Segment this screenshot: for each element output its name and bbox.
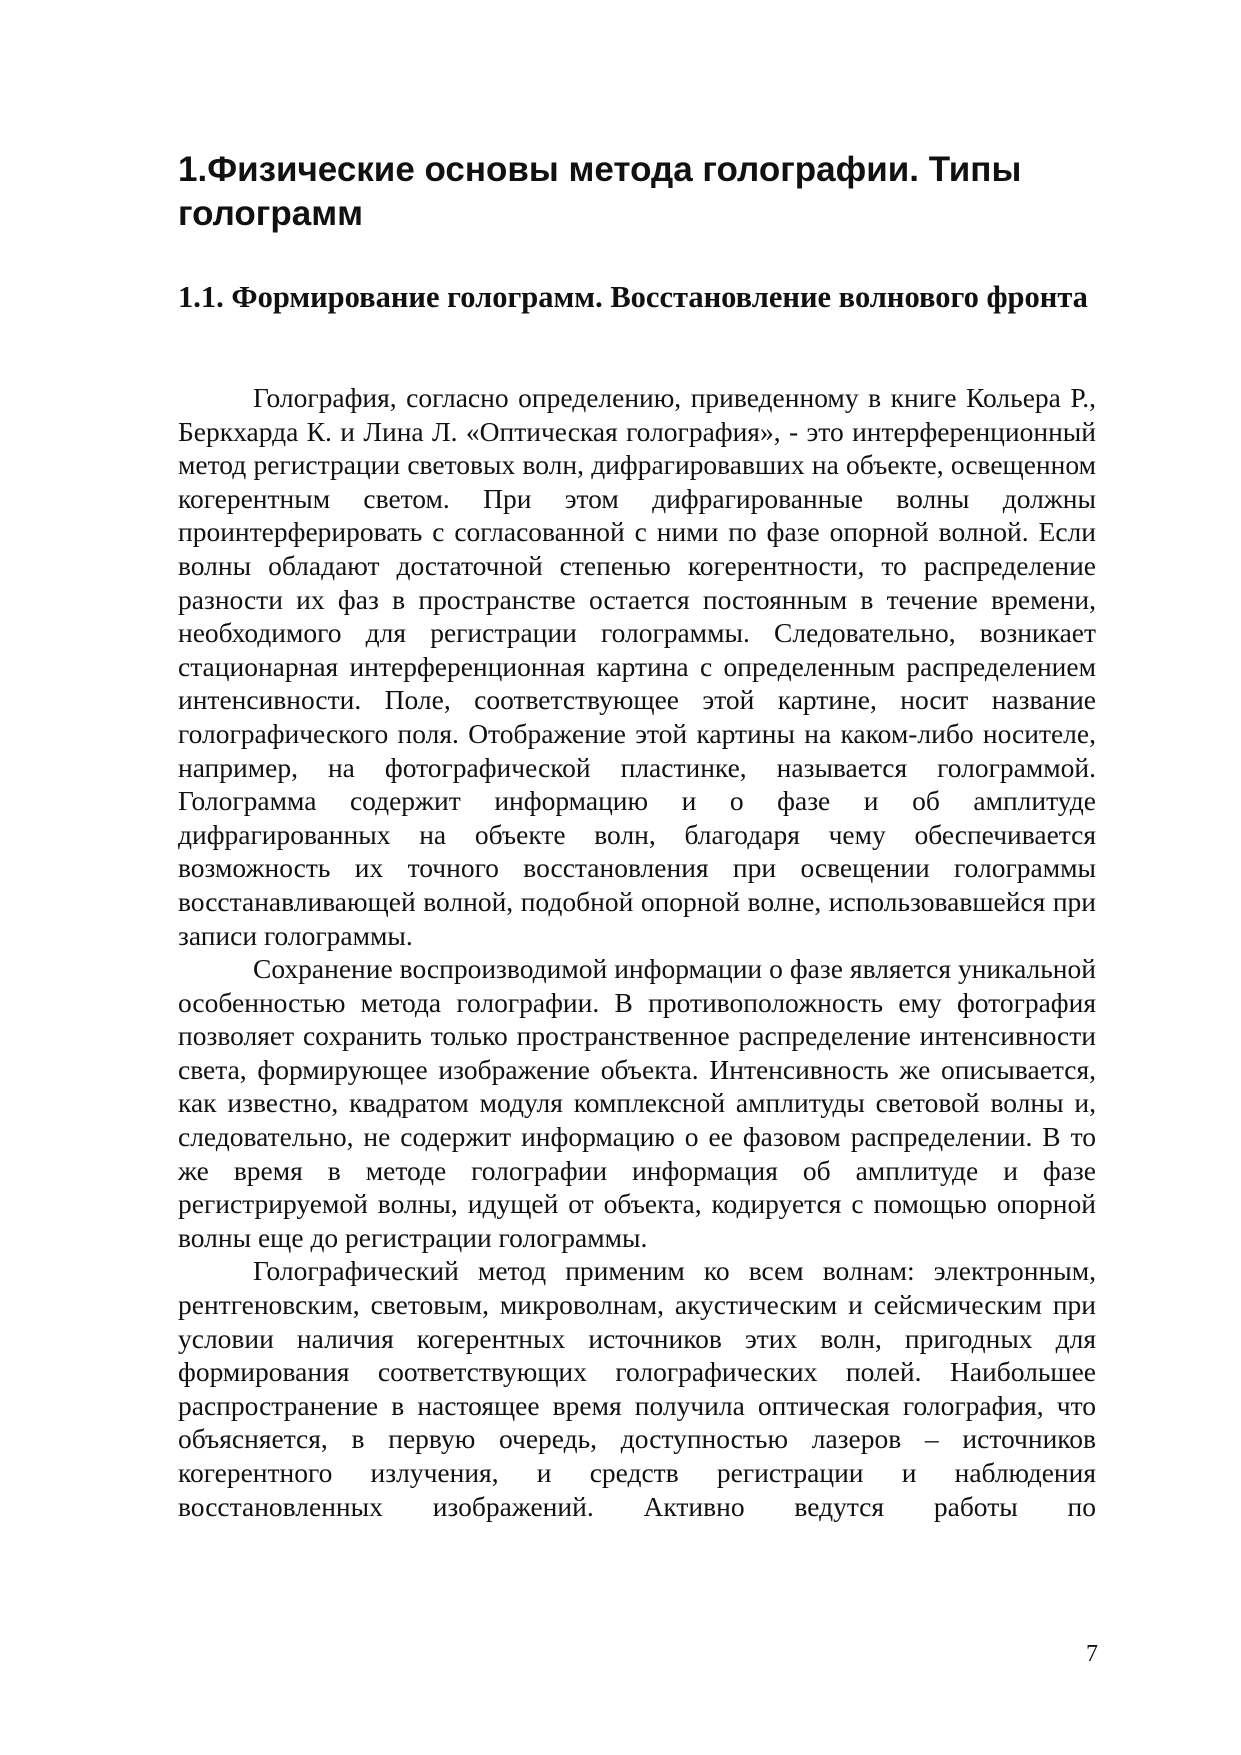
paragraph-holographic-method-applications: Голографический метод применим ко всем волнам: электронным, рентгеновским, световым, микроволнам, акустическим и сейсмическим при условии наличия когерентных источников этих волн, пригодных для формирования соответствующих голографических полей. Наибольшее распространение в настоящее время получила оптическая голография, что объясняется, в первую очередь, доступностью лазеров – источников когерентного излучения, и средств регистрации и наблюдения восстановленных изображений. Активно ведутся работы по [178,1255,1096,1522]
chapter-title: 1.Физические основы метода голографии. Типы голограмм [178,150,1022,233]
body-text [178,381,1096,1523]
section-title: 1.1. Формирование голограмм. Восстановление волнового фронта [178,280,1088,314]
paragraph-holography-definition: Голография, согласно определению, приведенному в книге Кольера Р., Беркхарда К. и Лина Л. «Оптическая голография», - это интерференционный метод регистрации световых волн, дифрагировавших на объекте, освещенном когерентным светом. При этом дифрагированные волны должны проинтерферировать с согласованной с ними по фазе опорной волной. Если волны обладают достаточной степенью когерентности, то распределение разности их фаз в пространстве остается постоянным в течение времени, необходимого для регистрации голограммы. Следовательно, возникает стационарная интерференционная картина с определенным распределением интенсивности. Поле, соответствующее этой картине, носит название голографического поля. Отображение этой картины на каком-либо носителе, например, на фотографической пластинке, называется голограммой. Голограмма содержит информацию и о фазе и об амплитуде дифрагированных на объекте волн, благодаря чему обеспечивается возможность их точного восстановления при освещении голограммы восстанавливающей волной, подобной опорной волне, использовавшейся при записи голограммы. [178,382,1096,951]
page-number: 7 [1086,1641,1098,1667]
paragraph-phase-information: Сохранение воспроизводимой информации о фазе является уникальной особенностью метода голографии. В противоположность ему фотография позволяет сохранить только пространственное распределение интенсивности света, формирующее изображение объекта. Интенсивность же описывается, как известно, квадратом модуля комплексной амплитуды световой волны и, следовательно, не содержит информацию о ее фазовом распределении. В то же время в методе голографии информация об амплитуде и фазе регистрируемой волны, идущей от объекта, кодируется с помощью опорной волны еще до регистрации голограммы. [178,953,1096,1253]
